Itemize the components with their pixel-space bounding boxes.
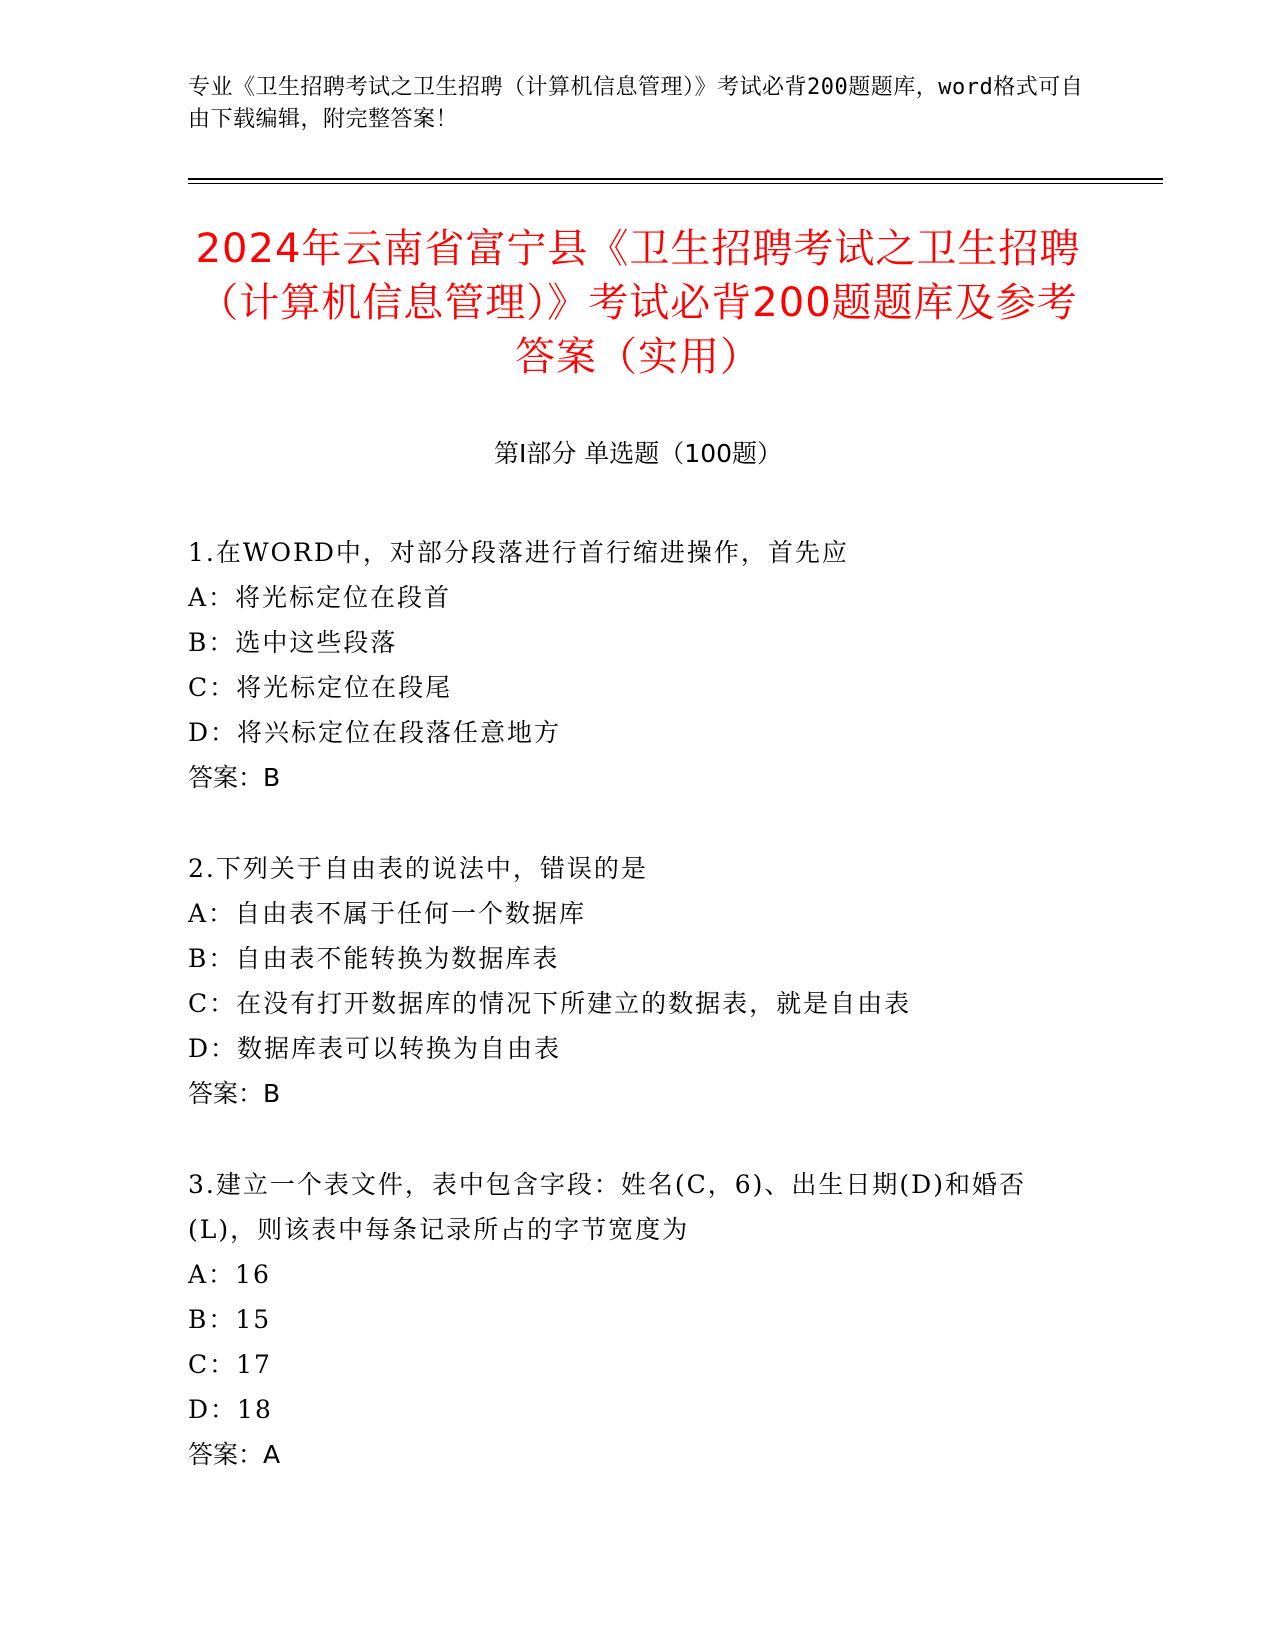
- question-stem: 1.在WORD中，对部分段落进行首行缩进操作，首先应: [188, 538, 849, 567]
- option-b: B：15: [188, 1305, 272, 1334]
- option-c: C：将光标定位在段尾: [188, 673, 453, 702]
- question-list: [188, 530, 1088, 1523]
- question-item: [188, 846, 1088, 1116]
- question-stem: 2.下列关于自由表的说法中，错误的是: [188, 854, 648, 883]
- option-a: A：16: [188, 1260, 271, 1289]
- answer-line: 答案：B: [188, 763, 281, 792]
- option-b: B：选中这些段落: [188, 628, 398, 657]
- option-c: C：17: [188, 1350, 272, 1379]
- option-d: D：数据库表可以转换为自由表: [188, 1034, 562, 1063]
- option-a: A：自由表不属于任何一个数据库: [188, 899, 587, 928]
- option-c: C：在没有打开数据库的情况下所建立的数据表，就是自由表: [188, 989, 912, 1018]
- option-d: D：18: [188, 1395, 273, 1424]
- section-heading: 第I部分 单选题（100题）: [493, 439, 783, 468]
- option-a: A：将光标定位在段首: [188, 583, 452, 612]
- option-d: D：将兴标定位在段落任意地方: [188, 718, 562, 747]
- answer-line: 答案：A: [188, 1440, 281, 1469]
- answer-line: 答案：B: [188, 1079, 281, 1108]
- document-title: 2024年云南省富宁县《卫生招聘考试之卫生招聘（计算机信息管理）》考试必背200题题库及参考答案（实用）: [195, 226, 1081, 380]
- header-rule-thick: [188, 178, 1163, 180]
- header-rule-thin: [188, 183, 1163, 184]
- question-item: [188, 530, 1088, 800]
- option-b: B：自由表不能转换为数据库表: [188, 944, 560, 973]
- question-item: [188, 1162, 1088, 1477]
- header-note: 专业《卫生招聘考试之卫生招聘（计算机信息管理）》考试必背200题题库，word格式可自由下载编辑，附完整答案！: [188, 75, 1084, 132]
- question-stem: 3.建立一个表文件，表中包含字段：姓名(C，6)、出生日期(D)和婚否(L)，则该表中每条记录所占的字节宽度为: [188, 1170, 1026, 1244]
